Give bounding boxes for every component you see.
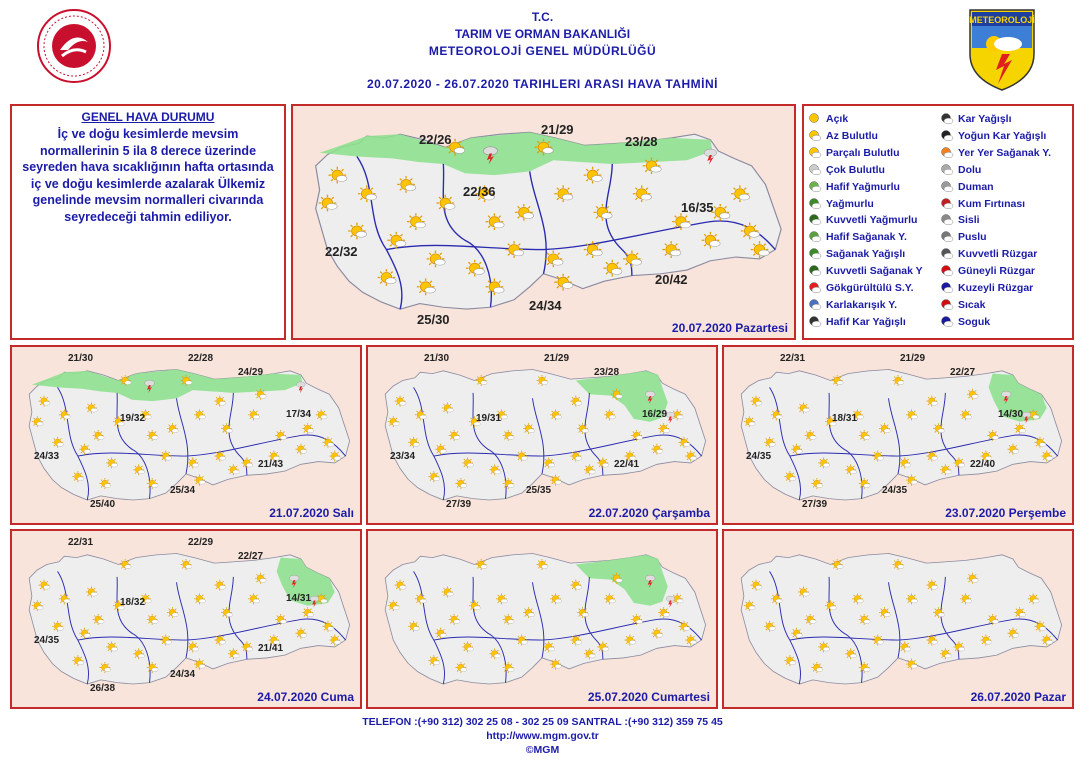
legend-item xyxy=(940,129,1046,143)
map-day-22 xyxy=(366,345,718,525)
legend-label: Yer Yer Sağanak Y. xyxy=(958,146,1052,159)
map-date: 22.07.2020 Çarşamba xyxy=(588,506,710,520)
temperature-label: 23/28 xyxy=(594,367,620,378)
scattered-shower-icon xyxy=(940,146,954,160)
turkey-map xyxy=(368,347,716,523)
temperature-label: 21/29 xyxy=(541,122,574,137)
header-line1: T.C. xyxy=(531,10,554,24)
heavy-shower-icon xyxy=(808,264,822,278)
legend-item xyxy=(940,281,1033,295)
temperature-label: 22/28 xyxy=(188,353,214,364)
sandstorm-icon xyxy=(940,197,954,211)
rain-icon xyxy=(808,197,822,211)
legend-label: Dolu xyxy=(958,163,982,176)
legend-item xyxy=(940,213,980,227)
legend-item xyxy=(940,180,994,194)
temperature-label: 23/34 xyxy=(390,451,416,462)
footer-phone: TELEFON :(+90 312) 302 25 08 - 302 25 09 SANTRAL :(+90 312) 359 75 45 xyxy=(362,716,723,728)
legend-item xyxy=(940,264,1035,278)
heavy-snow-icon xyxy=(940,129,954,143)
legend-item xyxy=(808,213,917,227)
temperature-label: 27/39 xyxy=(446,499,472,510)
legend-item xyxy=(940,247,1037,261)
map-date: 23.07.2020 Perşembe xyxy=(945,506,1066,520)
map-day-21 xyxy=(10,345,362,525)
legend-item xyxy=(940,230,987,244)
temperature-label: 21/30 xyxy=(424,353,450,364)
legend-item xyxy=(808,129,878,143)
map-day-23 xyxy=(722,345,1074,525)
legend-item xyxy=(808,264,923,278)
temperature-label: 18/32 xyxy=(120,597,146,608)
legend-label: Parçalı Bulutlu xyxy=(826,146,900,159)
hot-icon xyxy=(940,298,954,312)
legend-item xyxy=(808,298,897,312)
legend-item xyxy=(940,163,981,177)
footer-copyright: ©MGM xyxy=(525,744,560,756)
temperature-label: 14/31 xyxy=(286,593,312,604)
legend-label: Çok Bulutlu xyxy=(826,163,885,176)
legend-label: Kuvvetli Sağanak Y xyxy=(826,265,923,278)
turkey-map xyxy=(724,531,1072,707)
legend-label: Kuzeyli Rüzgar xyxy=(958,282,1034,294)
hail-icon xyxy=(940,163,954,177)
legend-item xyxy=(940,298,985,312)
legend-item xyxy=(808,197,874,211)
temperature-label: 21/41 xyxy=(258,643,284,654)
temperature-label: 20/42 xyxy=(655,272,688,287)
temperature-label: 22/36 xyxy=(463,184,496,199)
legend-item xyxy=(808,230,907,244)
legend-label: Karlakarışık Y. xyxy=(826,298,898,311)
map-date: 24.07.2020 Cuma xyxy=(257,690,354,704)
temperature-label: 24/35 xyxy=(882,485,908,496)
general-weather-title: GENEL HAVA DURUMU xyxy=(81,110,215,124)
smoke-icon xyxy=(940,180,954,194)
temperature-label: 17/34 xyxy=(286,409,312,420)
legend-label: Açık xyxy=(826,113,849,125)
temperature-label: 25/30 xyxy=(417,312,450,327)
legend-item xyxy=(940,146,1051,160)
legend-item xyxy=(808,163,885,177)
partly-cloudy-icon xyxy=(808,146,822,160)
strong-wind-icon xyxy=(940,247,954,261)
sleet-icon xyxy=(808,298,822,312)
temperature-label: 26/38 xyxy=(90,683,116,694)
map-date: 21.07.2020 Salı xyxy=(269,506,354,520)
temperature-label: 27/39 xyxy=(802,499,828,510)
header-date-range: 20.07.2020 - 26.07.2020 TARIHLERI ARASI HAVA TAHMİNİ xyxy=(367,77,718,91)
map-main xyxy=(291,104,796,340)
temperature-label: 24/29 xyxy=(238,367,264,378)
haze-icon xyxy=(940,230,954,244)
legend-label: Yağmurlu xyxy=(826,197,874,210)
temperature-label: 22/40 xyxy=(970,459,996,470)
temperature-label: 14/30 xyxy=(998,409,1024,420)
temperature-label: 19/31 xyxy=(476,413,502,424)
legend-label: Sağanak Yağışlı xyxy=(826,248,906,261)
light-shower-icon xyxy=(808,230,822,244)
legend-item xyxy=(808,146,900,160)
map-date: 26.07.2020 Pazar xyxy=(970,690,1066,704)
heavy-rain-icon xyxy=(808,213,822,227)
turkey-map xyxy=(12,347,360,523)
temperature-label: 23/28 xyxy=(625,134,658,149)
legend-item xyxy=(808,112,848,126)
temperature-label: 24/34 xyxy=(529,298,562,313)
temperature-label: 25/35 xyxy=(526,485,552,496)
temperature-label: 18/31 xyxy=(832,413,858,424)
sun-icon xyxy=(808,112,822,126)
map-day-26 xyxy=(722,529,1074,709)
legend-label: Hafif Kar Yağışlı xyxy=(826,315,906,328)
turkey-land xyxy=(741,553,1061,684)
legend-item xyxy=(808,281,914,295)
legend-label: Hafif Sağanak Y. xyxy=(826,231,907,244)
legend-item xyxy=(808,247,905,261)
temperature-label: 24/34 xyxy=(170,669,196,680)
legend-label: Yoğun Kar Yağışlı xyxy=(958,129,1047,142)
temperature-label: 24/33 xyxy=(34,451,60,462)
legend-label: Puslu xyxy=(958,231,987,244)
temperature-label: 22/29 xyxy=(188,537,214,548)
temperature-label: 21/30 xyxy=(68,353,94,364)
turkey-map xyxy=(368,531,716,707)
legend-item xyxy=(940,112,1012,126)
thunderstorm-icon xyxy=(808,281,822,295)
light-rain-icon xyxy=(808,180,822,194)
few-clouds-icon xyxy=(808,129,822,143)
north-wind-icon xyxy=(940,281,954,295)
legend-label: Güneyli Rüzgar xyxy=(958,265,1036,278)
turkey-map xyxy=(724,347,1072,523)
map-day-25 xyxy=(366,529,718,709)
temperature-label: 22/31 xyxy=(68,537,94,548)
cold-icon xyxy=(940,315,954,329)
legend-item xyxy=(940,315,990,329)
turkey-map xyxy=(12,531,360,707)
header-directorate: METEOROLOJİ GENEL MÜDÜRLÜĞÜ xyxy=(428,44,657,58)
footer-url[interactable]: http://www.mgm.gov.tr xyxy=(486,730,599,742)
legend-item xyxy=(808,315,906,329)
temperature-label: 21/43 xyxy=(258,459,284,470)
legend-label: Az Bulutlu xyxy=(826,129,878,142)
temperature-label: 22/32 xyxy=(325,244,358,259)
temperature-label: 22/31 xyxy=(780,353,806,364)
general-weather-text: İç ve doğu kesimlerde mevsim normallerinin 5 ila 8 derece üzerinde seyreden hava sıcaklığının hafta ortasında iç ve doğu kesimlerde azalarak Ülkemiz genelinde mevsim normalleri civarında seyredeceği tahmin ediliyor. xyxy=(22,127,274,224)
legend-label: Sıcak xyxy=(958,298,986,311)
temperature-label: 25/34 xyxy=(170,485,196,496)
general-weather-panel xyxy=(10,104,286,340)
temperature-label: 16/35 xyxy=(681,200,714,215)
temperature-label: 22/41 xyxy=(614,459,640,470)
header-ministry: TARIM VE ORMAN BAKANLIĞI xyxy=(454,27,631,41)
legend-label: Soguk xyxy=(958,315,991,328)
legend-label: Duman xyxy=(958,180,994,193)
south-wind-icon xyxy=(940,264,954,278)
map-date: 25.07.2020 Cumartesi xyxy=(587,690,710,704)
legend-label: Gökgürültülü S.Y. xyxy=(826,282,914,294)
legend-label: Sisli xyxy=(958,214,980,227)
legend-item xyxy=(940,197,1025,211)
temperature-label: 21/29 xyxy=(900,353,926,364)
header xyxy=(0,0,1085,100)
temperature-label: 24/35 xyxy=(746,451,772,462)
temperature-label: 24/35 xyxy=(34,635,60,646)
legend-label: Kum Fırtınası xyxy=(958,197,1026,210)
meteoroloji-logo xyxy=(968,8,1036,92)
light-snow-icon xyxy=(808,315,822,329)
temperature-label: 22/27 xyxy=(238,551,264,562)
temperature-label: 16/29 xyxy=(642,409,668,420)
map-date: 20.07.2020 Pazartesi xyxy=(671,321,788,335)
temperature-label: 19/32 xyxy=(120,413,146,424)
legend-label: Kar Yağışlı xyxy=(958,113,1012,125)
legend-label: Kuvvetli Yağmurlu xyxy=(826,214,918,227)
snow-icon xyxy=(940,112,954,126)
map-day-24 xyxy=(10,529,362,709)
legend-item xyxy=(808,180,900,194)
cloudy-icon xyxy=(808,163,822,177)
temperature-label: 22/26 xyxy=(419,132,452,147)
legend-label: Hafif Yağmurlu xyxy=(826,180,900,193)
logo-right-text: METEOROLOJİ xyxy=(969,15,1035,25)
temperature-label: 21/29 xyxy=(544,353,570,364)
legend-label: Kuvvetli Rüzgar xyxy=(958,248,1038,261)
temperature-label: 25/40 xyxy=(90,499,116,510)
temperature-label: 22/27 xyxy=(950,367,976,378)
shower-icon xyxy=(808,247,822,261)
fog-icon xyxy=(940,213,954,227)
legend-panel xyxy=(802,104,1074,340)
